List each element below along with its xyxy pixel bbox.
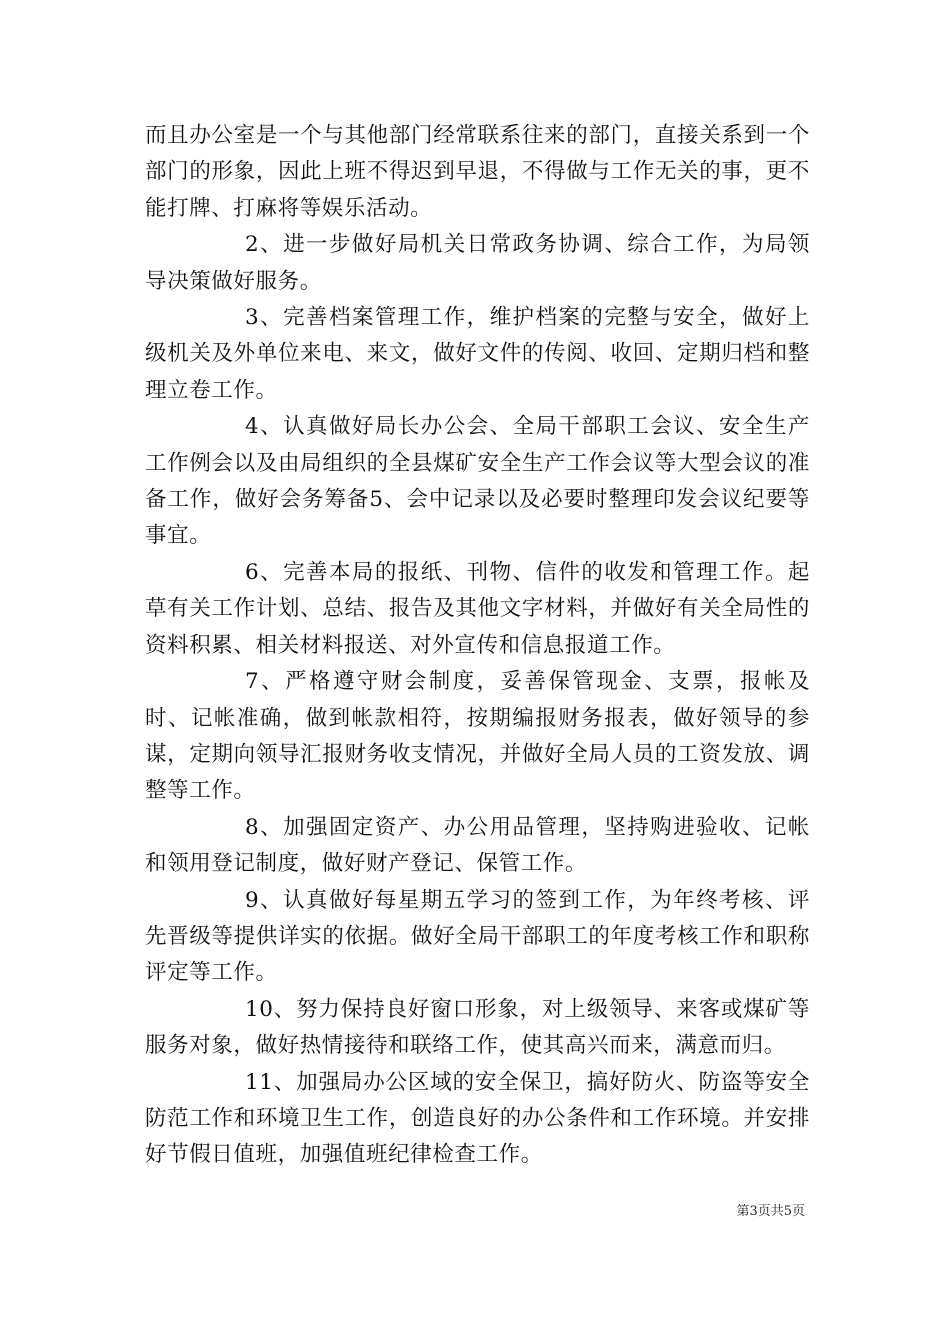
paragraph-continuation: 而且办公室是一个与其他部门经常联系往来的部门，直接关系到一个部门的形象，因此上班不得迟到早退，不得做与工作无关的事，更不能打牌、打麻将等娱乐活动。 bbox=[145, 123, 810, 221]
paragraph-item-2: 2、进一步做好局机关日常政务协调、综合工作，为局领导决策做好服务。 bbox=[145, 232, 810, 294]
paragraph-item-9: 9、认真做好每星期五学习的签到工作，为年终考核、评先晋级等提供详实的依据。做好全局干部职工的年度考核工作和职称评定等工作。 bbox=[145, 887, 810, 986]
page-number-footer: 第3页共5页 bbox=[736, 1204, 805, 1219]
paragraph-item-6: 6、完善本局的报纸、刊物、信件的收发和管理工作。起草有关工作计划、总结、报告及其他文字材料，并做好有关全局性的资料积累、相关材料报送、对外宣传和信息报道工作。 bbox=[145, 559, 810, 658]
paragraph-item-11: 11、加强局办公区域的安全保卫，搞好防火、防盗等安全防范工作和环境卫生工作，创造良好的办公条件和工作环境。并安排好节假日值班，加强值班纪律检查工作。 bbox=[145, 1069, 810, 1168]
paragraph-item-10: 10、努力保持良好窗口形象，对上级领导、来客或煤矿等服务对象，做好热情接待和联络工作，使其高兴而来，满意而归。 bbox=[145, 996, 810, 1059]
paragraph-item-4: 4、认真做好局长办公会、全局干部职工会议、安全生产工作例会以及由局组织的全县煤矿安全生产工作会议等大型会议的准备工作，做好会务筹备5、会中记录以及必要时整理印发会议纪要等事宜。 bbox=[145, 414, 810, 549]
paragraph-item-7: 7、严格遵守财会制度，妥善保管现金、支票，报帐及时、记帐准确，做到帐款相符，按期编报财务报表，做好领导的参谋，定期向领导汇报财务收支情况，并做好全局人员的工资发放、调整等工作。 bbox=[145, 669, 810, 804]
document-body bbox=[145, 118, 810, 1174]
paragraph-item-3: 3、完善档案管理工作，维护档案的完整与安全，做好上级机关及外单位来电、来文，做好文件的传阅、收回、定期归档和整理立卷工作。 bbox=[145, 305, 810, 403]
paragraph-item-8: 8、加强固定资产、办公用品管理，坚持购进验收、记帐和领用登记制度，做好财产登记、保管工作。 bbox=[145, 814, 810, 877]
